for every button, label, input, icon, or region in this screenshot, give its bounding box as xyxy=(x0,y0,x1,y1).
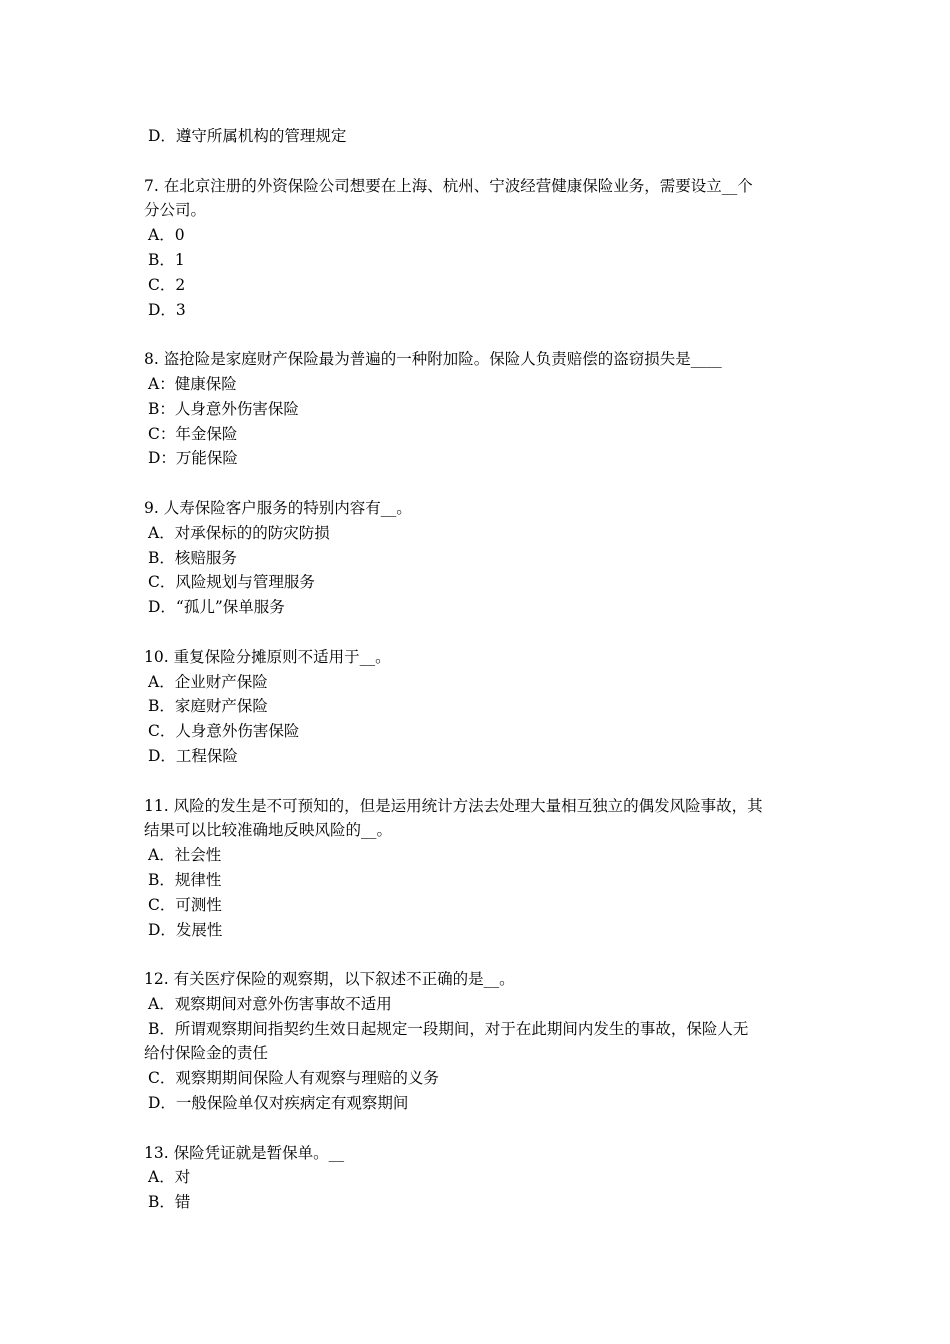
option-b-continued: 给付保险金的责任 xyxy=(144,1044,269,1063)
question-7 xyxy=(144,174,810,323)
question-12 xyxy=(144,967,810,1116)
question-stem: 8. 盗抢险是家庭财产保险最为普遍的一种附加险。保险人负责赔偿的盗窃损失是____ xyxy=(144,350,722,369)
option-d: D．“孤儿”保单服务 xyxy=(148,598,285,617)
question-stem: 10. 重复保险分摊原则不适用于__。 xyxy=(144,647,391,666)
option-c: C．可测性 xyxy=(148,895,222,914)
option-a: A：健康保险 xyxy=(148,374,237,393)
option-d: D：万能保险 xyxy=(148,449,238,468)
spacer xyxy=(144,942,810,967)
question-8 xyxy=(144,347,810,471)
option-b: B．1 xyxy=(148,250,185,269)
question-13 xyxy=(144,1141,810,1215)
option-c: C．观察期期间保险人有观察与理赔的义务 xyxy=(148,1069,439,1088)
option-a: A．对承保标的的防灾防损 xyxy=(148,523,330,542)
question-11 xyxy=(144,794,810,943)
spacer xyxy=(144,1116,810,1141)
question-stem: 分公司。 xyxy=(144,201,207,220)
leading-option: D．遵守所属机构的管理规定 xyxy=(148,127,347,145)
option-c: C．2 xyxy=(148,275,186,294)
option-c: C．人身意外伤害保险 xyxy=(148,722,300,741)
option-d: D．发展性 xyxy=(148,920,223,939)
question-10 xyxy=(144,645,810,769)
question-stem: 12. 有关医疗保险的观察期，以下叙述不正确的是__。 xyxy=(144,970,515,989)
option-a: A．企业财产保险 xyxy=(148,672,268,691)
option-b: B：人身意外伤害保险 xyxy=(148,399,299,418)
question-stem: 7. 在北京注册的外资保险公司想要在上海、杭州、宁波经营健康保险业务，需要设立__个 xyxy=(144,176,753,195)
question-stem: 结果可以比较准确地反映风险的__。 xyxy=(144,821,393,840)
spacer xyxy=(144,620,810,645)
spacer xyxy=(144,769,810,794)
spacer xyxy=(144,322,810,347)
question-stem: 13. 保险凭证就是暂保单。__ xyxy=(144,1143,345,1162)
option-b: B．家庭财产保险 xyxy=(148,697,268,716)
option-d: D．工程保险 xyxy=(148,746,238,765)
option-a: A．对 xyxy=(148,1168,191,1187)
option-d: D．一般保险单仅对疾病定有观察期间 xyxy=(148,1094,409,1113)
option-d: D．3 xyxy=(148,300,186,319)
option-a: A．0 xyxy=(148,226,185,245)
option-a: A．社会性 xyxy=(148,846,222,865)
question-stem: 11. 风险的发生是不可预知的，但是运用统计方法去处理大量相互独立的偶发风险事故，其 xyxy=(144,796,763,815)
option-c: C：年金保险 xyxy=(148,424,238,443)
option-b: B．核赔服务 xyxy=(148,548,237,567)
option-b: B．错 xyxy=(148,1193,191,1212)
question-stem: 9. 人寿保险客户服务的特别内容有__。 xyxy=(144,498,412,517)
option-c: C．风险规划与管理服务 xyxy=(148,573,315,592)
option-b: B．所谓观察期间指契约生效日起规定一段期间，对于在此期间内发生的事故，保险人无 xyxy=(148,1019,749,1038)
document-page xyxy=(144,124,810,1215)
option-b: B．规律性 xyxy=(148,870,222,889)
spacer xyxy=(144,149,810,174)
question-9 xyxy=(144,496,810,620)
spacer xyxy=(144,471,810,496)
option-a: A．观察期间对意外伤害事故不适用 xyxy=(148,994,392,1013)
